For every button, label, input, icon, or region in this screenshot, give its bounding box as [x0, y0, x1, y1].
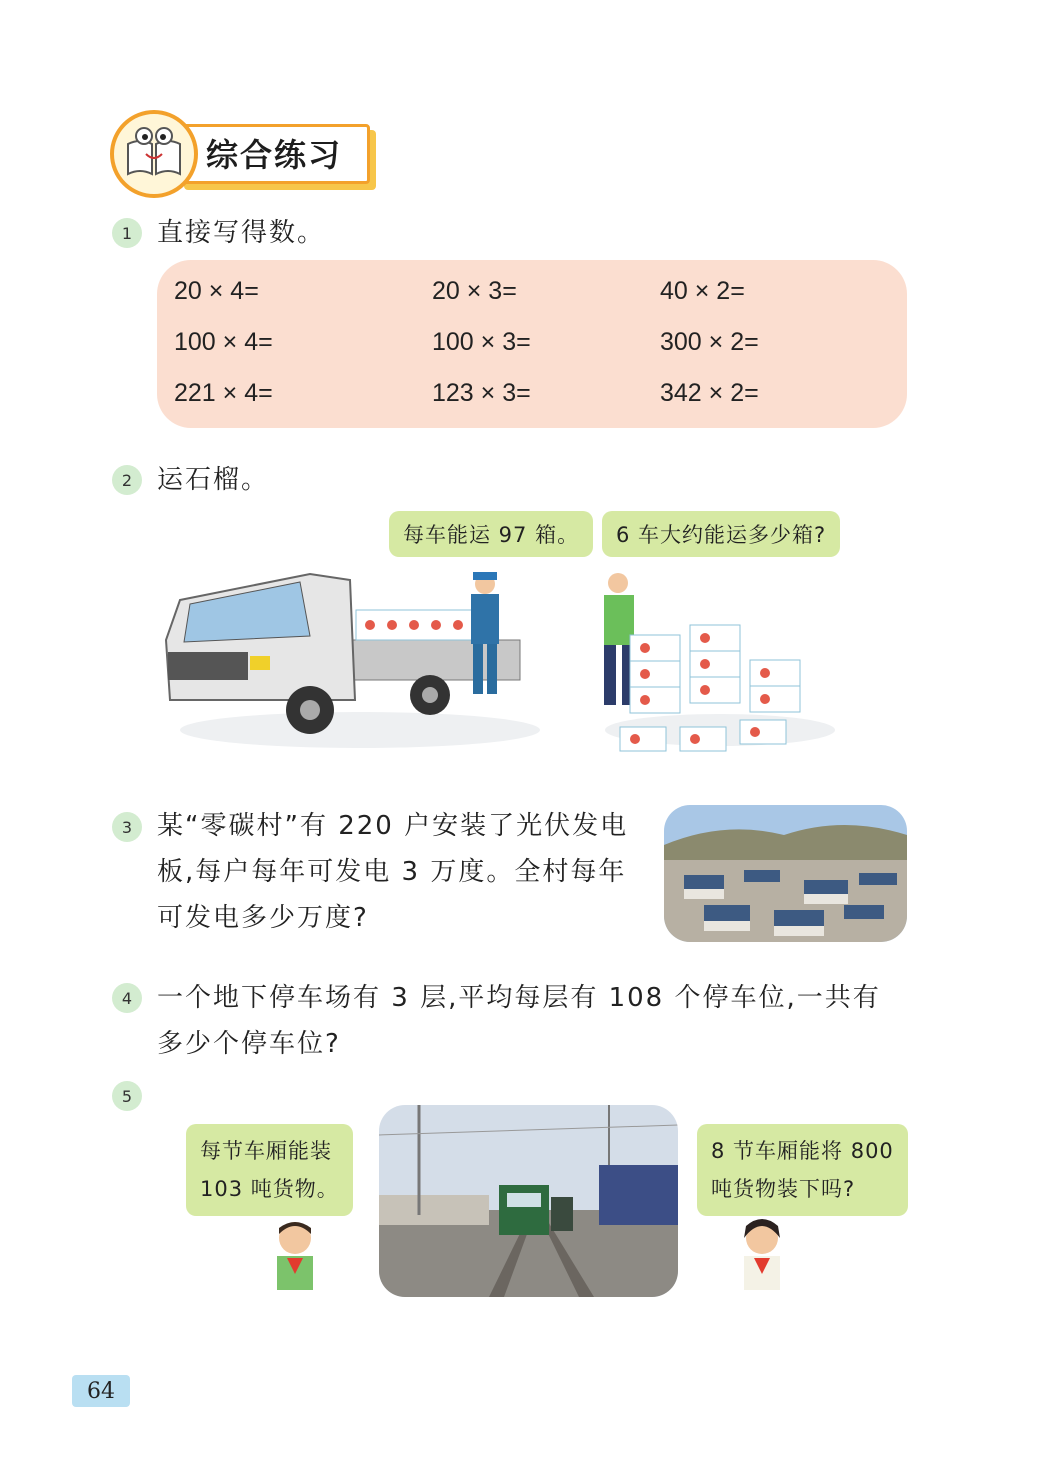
page-number: 64	[72, 1375, 130, 1407]
bubble-line: 103 吨货物。	[200, 1177, 339, 1201]
bubble-line: 8 节车厢能将 800	[711, 1139, 894, 1163]
speech-bubble-right	[697, 1124, 908, 1216]
section-title: 综合练习	[206, 136, 343, 174]
expression: 123 × 3=	[432, 379, 531, 407]
question-2-text: 运石榴。	[157, 465, 270, 495]
expression: 20 × 4=	[174, 277, 259, 305]
bubble-line: 吨货物装下吗?	[711, 1177, 856, 1201]
worker-figure	[455, 570, 515, 700]
expression: 300 × 2=	[660, 328, 759, 356]
speech-bubble-right: 6 车大约能运多少箱?	[602, 511, 840, 557]
expression: 100 × 3=	[432, 328, 531, 356]
boy-figure	[265, 1218, 335, 1290]
question-number-4: 4	[112, 983, 142, 1013]
speech-bubble-left	[186, 1124, 353, 1216]
question-4-line: 多少个停车位?	[157, 1029, 341, 1059]
village-photo	[664, 805, 907, 942]
girl-figure	[722, 1218, 802, 1290]
question-3-line: 板,每户每年可发电 3 万度。全村每年	[157, 857, 627, 887]
question-3-line: 可发电多少万度?	[157, 903, 369, 933]
speech-bubble-left: 每车能运 97 箱。	[389, 511, 593, 557]
question-4-line: 一个地下停车场有 3 层,平均每层有 108 个停车位,一共有	[157, 983, 881, 1013]
expression: 100 × 4=	[174, 328, 273, 356]
question-number-5: 5	[112, 1081, 142, 1111]
freight-train-photo	[379, 1105, 678, 1297]
expression: 20 × 3=	[432, 277, 517, 305]
expression: 221 × 4=	[174, 379, 273, 407]
question-number-2: 2	[112, 465, 142, 495]
question-number-1: 1	[112, 218, 142, 248]
pomegranate-boxes-illustration	[590, 565, 840, 760]
book-mascot-icon	[110, 110, 198, 198]
question-1-text: 直接写得数。	[157, 218, 326, 248]
question-3-line: 某“零碳村”有 220 户安装了光伏发电	[157, 811, 629, 841]
expression: 40 × 2=	[660, 277, 745, 305]
question-number-3: 3	[112, 812, 142, 842]
expression: 342 × 2=	[660, 379, 759, 407]
bubble-line: 每节车厢能装	[200, 1139, 332, 1163]
